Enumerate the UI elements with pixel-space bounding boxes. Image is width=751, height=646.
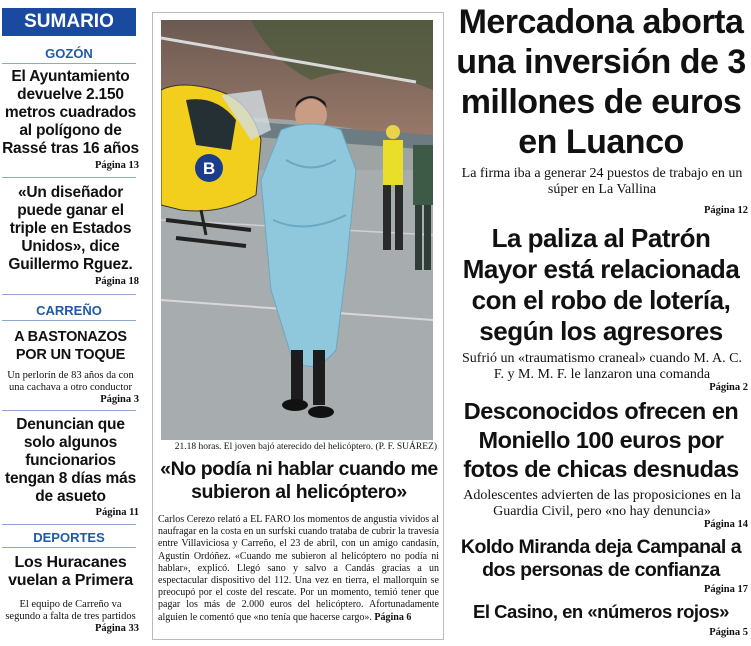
page-ref: Página 11: [95, 507, 139, 518]
sumario-header: SUMARIO: [2, 8, 136, 36]
sidebar-headline[interactable]: A BASTONAZOS POR UN TOQUE: [14, 329, 127, 363]
main-headline[interactable]: Koldo Miranda deja Campanal a dos personas de confianza: [460, 536, 742, 581]
sidebar-summary: Un perlorín de 83 años da con una cachava a otro conductor: [7, 370, 134, 393]
divider: [2, 524, 136, 525]
page-ref: Página 3: [100, 394, 139, 405]
rescue-photo: [161, 20, 433, 440]
sidebar-headline[interactable]: «Un diseñador puede ganar el triple en Estados Unidos», dice Guillermo Rguez.: [8, 184, 133, 273]
main-headline[interactable]: La paliza al Patrón Mayor está relacionada con el robo de lotería, según los agresores: [462, 223, 740, 346]
photo-caption: 21.18 horas. El joven bajó aterecido del helicóptero. (P. F. SUÁREZ): [174, 442, 437, 452]
divider: [2, 320, 136, 321]
divider: [2, 547, 136, 548]
page-ref: Página 17: [703, 584, 748, 595]
sidebar-headline[interactable]: Los Huracanes vuelan a Primera: [8, 554, 133, 589]
divider: [2, 294, 136, 295]
main-headline[interactable]: Desconocidos ofrecen en Moniello 100 euros por fotos de chicas desnudas: [463, 398, 739, 482]
page-ref: Página 6: [374, 611, 412, 623]
section-deportes: DEPORTES: [33, 530, 105, 545]
sidebar-headline[interactable]: Denuncian que solo algunos funcionarios tengan 8 días más de asueto: [5, 416, 136, 505]
page-ref: Página 33: [94, 623, 139, 634]
main-summary: Sufrió un «traumatismo craneal» cuando M. A. C. F. y M. M. F. le lanzaron una comanda: [462, 351, 742, 382]
main-summary: La firma iba a generar 24 puestos de trabajo en un súper en La Vallina: [461, 166, 743, 197]
sidebar-headline[interactable]: El Ayuntamiento devuelve 2.150 metros cuadrados al polígono de Rassé tras 16 años: [2, 68, 139, 157]
divider: [2, 177, 136, 178]
sidebar-summary: El equipo de Carreño va segundo a falta de tres partidos: [5, 599, 136, 622]
page-ref: Página 14: [703, 519, 748, 530]
page-ref: Página 13: [94, 160, 139, 171]
center-body: Carlos Cerezo relató a EL FARO los momentos de angustia vividos al naufragar en la costa en un surfski cuando trataba de cubrir la travesía entre Villaviciosa y Carreño, el 23 de abril, con un amigo candasín, Agustín Ordóñez. «Cuando me subieron al helicóptero no podía ni hablar», explicó. Llegó sano y salvo a Candás gracias a un espectacular dispositivo del 112. Una vez en tierra, el mallorquín se preocupó por el coste del rescate. Por un momento, temió tener que pagar los más de 2.000 euros del helicóptero. Afortunadamente alguien le comentó que «no tenía que hacerse cargo». Página 6: [158, 514, 439, 623]
page-ref: Página 12: [703, 205, 748, 216]
section-gozon: GOZÓN: [45, 46, 93, 61]
page-ref: Página 5: [709, 627, 748, 638]
main-summary: Adolescentes advierten de las proposiciones en la Guardia Civil, pero «no hay denuncia»: [463, 488, 741, 519]
helicopter-number: B: [203, 159, 216, 178]
center-headline[interactable]: «No podía ni hablar cuando me subieron al helicóptero»: [160, 458, 438, 503]
page-ref: Página 2: [709, 382, 748, 393]
page-ref: Página 18: [94, 276, 139, 287]
main-headline[interactable]: El Casino, en «números rojos»: [473, 601, 729, 622]
main-headline[interactable]: Mercadona aborta una inversión de 3 millones de euros en Luanco: [456, 3, 746, 161]
section-carreno: CARREÑO: [36, 303, 102, 318]
divider: [2, 63, 136, 64]
divider: [2, 410, 136, 411]
